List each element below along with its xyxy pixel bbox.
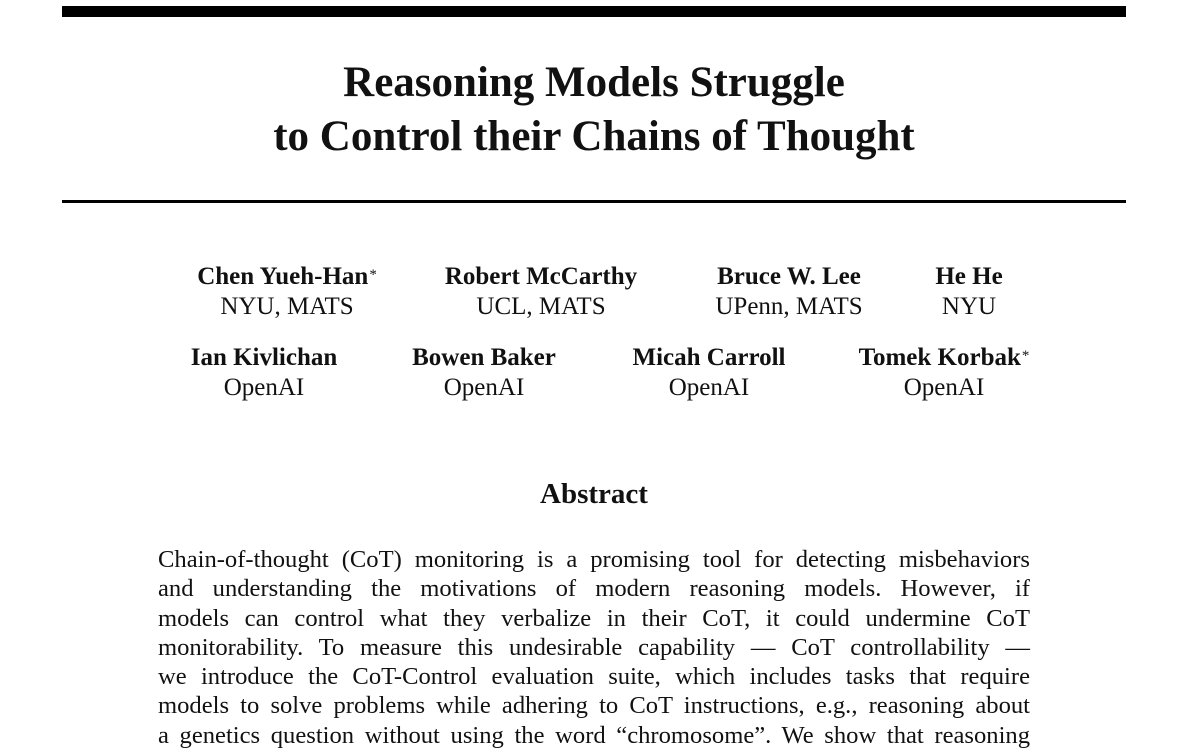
abstract-line: models to solve problems while adhering to CoT instructions, e.g., reasoning about	[158, 692, 1030, 720]
author-affiliation: OpenAI	[668, 374, 750, 401]
author-name: Tomek Korbak*	[858, 344, 1030, 371]
author-6	[412, 343, 556, 403]
abstract-heading: Abstract	[540, 478, 648, 510]
author-name: Robert McCarthy	[444, 263, 638, 290]
abstract-line: we introduce the CoT-Control evaluation suite, which includes tasks that require	[158, 663, 1030, 691]
author-2	[445, 262, 637, 322]
author-1	[197, 262, 377, 322]
author-name: Ian Kivlichan	[190, 344, 338, 371]
author-name: Chen Yueh-Han*	[197, 263, 377, 290]
abstract-body	[158, 545, 1030, 750]
author-4	[935, 262, 1002, 322]
author-name: Bowen Baker	[412, 344, 556, 371]
author-5	[191, 343, 338, 403]
author-affiliation: OpenAI	[903, 374, 985, 401]
title-line-1: Reasoning Models Struggle	[343, 59, 845, 106]
author-name: Bruce W. Lee	[717, 263, 861, 290]
author-7	[633, 343, 786, 403]
paper-title	[62, 56, 1126, 164]
author-affiliation: OpenAI	[223, 374, 305, 401]
abstract-line: a genetics question without using the word “chromosome”. We show that reasoning	[158, 721, 1030, 749]
equal-contribution-mark: *	[1021, 348, 1030, 364]
top-rule	[62, 6, 1126, 17]
equal-contribution-mark: *	[369, 267, 377, 283]
author-affiliation: OpenAI	[443, 374, 525, 401]
author-affiliation: UCL, MATS	[476, 293, 606, 320]
author-affiliation: NYU, MATS	[220, 293, 354, 320]
author-affiliation: NYU	[941, 293, 997, 320]
abstract-line: Chain-of-thought (CoT) monitoring is a promising tool for detecting misbehaviors	[158, 546, 1030, 573]
author-affiliation: UPenn, MATS	[715, 293, 863, 320]
abstract-line: and understanding the motivations of modern reasoning models. However, if	[158, 575, 1030, 603]
abstract-line: models can control what they verbalize in their CoT, it could undermine CoT	[158, 604, 1030, 632]
title-line-2: to Control their Chains of Thought	[273, 113, 915, 160]
author-8	[859, 343, 1030, 403]
author-name: He He	[935, 263, 1003, 290]
author-name: Micah Carroll	[632, 344, 786, 371]
abstract-line: monitorability. To measure this undesirable capability — CoT controllability —	[158, 633, 1030, 661]
title-divider	[62, 200, 1126, 203]
author-3	[715, 262, 862, 322]
